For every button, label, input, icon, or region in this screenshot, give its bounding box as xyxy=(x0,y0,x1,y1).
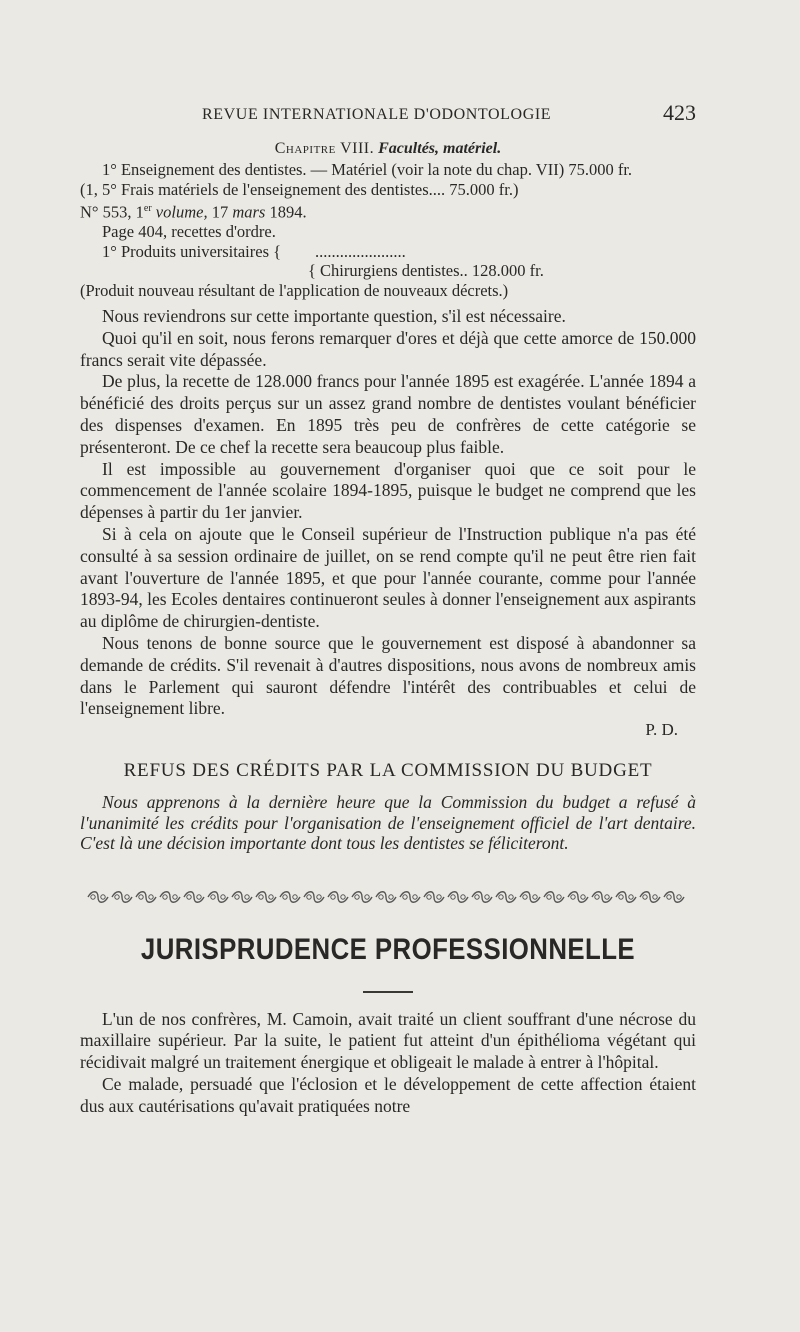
ornamental-border xyxy=(86,888,686,906)
paragraph: L'un de nos confrères, M. Camoin, avait traité un client souffrant d'une nécrose du maxillaire supérieur. Par la suite, le patient fut atteint d'un épithélioma végétant qui récidivait malgré un traitement énergique et obligeait le malade à entrer à l'hôpital. xyxy=(80,1008,696,1073)
journal-title: REVUE INTERNATIONALE D'ODONTOLOGIE xyxy=(202,106,552,123)
section-title: REFUS DES CRÉDITS PAR LA COMMISSION DU BUDGET xyxy=(123,760,653,782)
jurisprudence-body xyxy=(80,1009,696,1118)
budget-ref-month: mars xyxy=(232,202,266,222)
budget-line: { Chirurgiens dentistes.. 128.000 fr. xyxy=(308,261,544,280)
paragraph: De plus, la recette de 128.000 francs pour l'année 1895 est exagérée. L'année 1894 a bénéficié des droits perçus sur un assez grand nombre de dentistes voulant bénéficier des dispenses d'examen. En 1895 très peu de confrères de cette catégorie se présenteront. De ce chef la recette sera beaucoup plus faible. xyxy=(80,371,696,457)
budget-ref-year: 1894. xyxy=(265,202,307,222)
paragraph: Nous reviendrons sur cette importante question, s'il est nécessaire. xyxy=(102,306,566,326)
article-body xyxy=(80,306,696,720)
budget-line: Page 404, recettes d'ordre. xyxy=(102,222,276,241)
divider xyxy=(363,991,413,993)
chapter-heading xyxy=(80,140,696,158)
paragraph: Ce malade, persuadé que l'éclosion et le développement de cette affection étaient dus aux cautérisations qu'avait pratiquées notre xyxy=(80,1074,696,1116)
budget-line xyxy=(80,242,696,262)
document-page xyxy=(80,96,696,1118)
page-number: 423 xyxy=(663,100,696,125)
news-item xyxy=(80,792,696,854)
budget-ref-number: N° 553, 1 xyxy=(80,202,144,222)
paragraph: Quoi qu'il en soit, nous ferons remarquer d'ores et déjà que cette amorce de 150.000 francs serait vite dépassée. xyxy=(80,327,696,370)
budget-lines xyxy=(80,160,696,300)
budget-line: (Produit nouveau résultant de l'application de nouveaux décrets.) xyxy=(80,280,509,300)
budget-line xyxy=(80,199,696,222)
main-title: JURISPRUDENCE PROFESSIONNELLE xyxy=(140,932,636,966)
budget-ref-sup: er xyxy=(143,203,152,214)
paragraph: Si à cela on ajoute que le Conseil supérieur de l'Instruction publique n'a pas été consulté à sa session ordinaire de juillet, on se rend compte qu'il ne peut être rien fait avant l'ouverture de l'année 1895, et que pour l'année courante, comme pour l'année 1893-94, les Ecoles dentaires continueront seules à donner l'enseignement aux aspirants au diplôme de chirurgien-dentiste. xyxy=(80,523,696,632)
budget-line: (1, 5° Frais matériels de l'enseignement des dentistes.... 75.000 fr.) xyxy=(80,179,519,199)
paragraph: Nous apprenons à la dernière heure que la Commission du budget a refusé à l'unanimité les crédits pour l'organisation de l'enseignement officiel de l'art dentaire. C'est là une décision importante dont tous les dentistes se féliciteront. xyxy=(80,792,696,854)
budget-ref-day: 17 xyxy=(207,202,233,222)
leader-dots: ...................... xyxy=(315,241,406,261)
budget-line: 1° Enseignement des dentistes. — Matériel (voir la note du chap. VII) 75.000 fr. xyxy=(102,160,633,179)
chapter-subtitle: Facultés, matériel. xyxy=(378,140,502,157)
budget-ref-volume: volume, xyxy=(151,202,208,222)
chapter-label: Chapitre VIII. xyxy=(274,140,375,157)
running-head xyxy=(80,96,696,136)
signature: P. D. xyxy=(645,720,678,740)
budget-products-label: 1° Produits universitaires { xyxy=(102,241,282,261)
paragraph: Nous tenons de bonne source que le gouvernement est disposé à abandonner sa demande de crédits. S'il revenait à d'autres dispositions, nous avons de nombreux amis dans le Parlement qui sauront défendre l'intérêt des contribuables et celui de l'enseignement libre. xyxy=(80,632,696,719)
paragraph: Il est impossible au gouvernement d'organiser quoi que ce soit pour le commencement de l'année scolaire 1894-1895, puisque le budget ne comprend que les dépenses à partir du 1er janvier. xyxy=(80,458,696,523)
